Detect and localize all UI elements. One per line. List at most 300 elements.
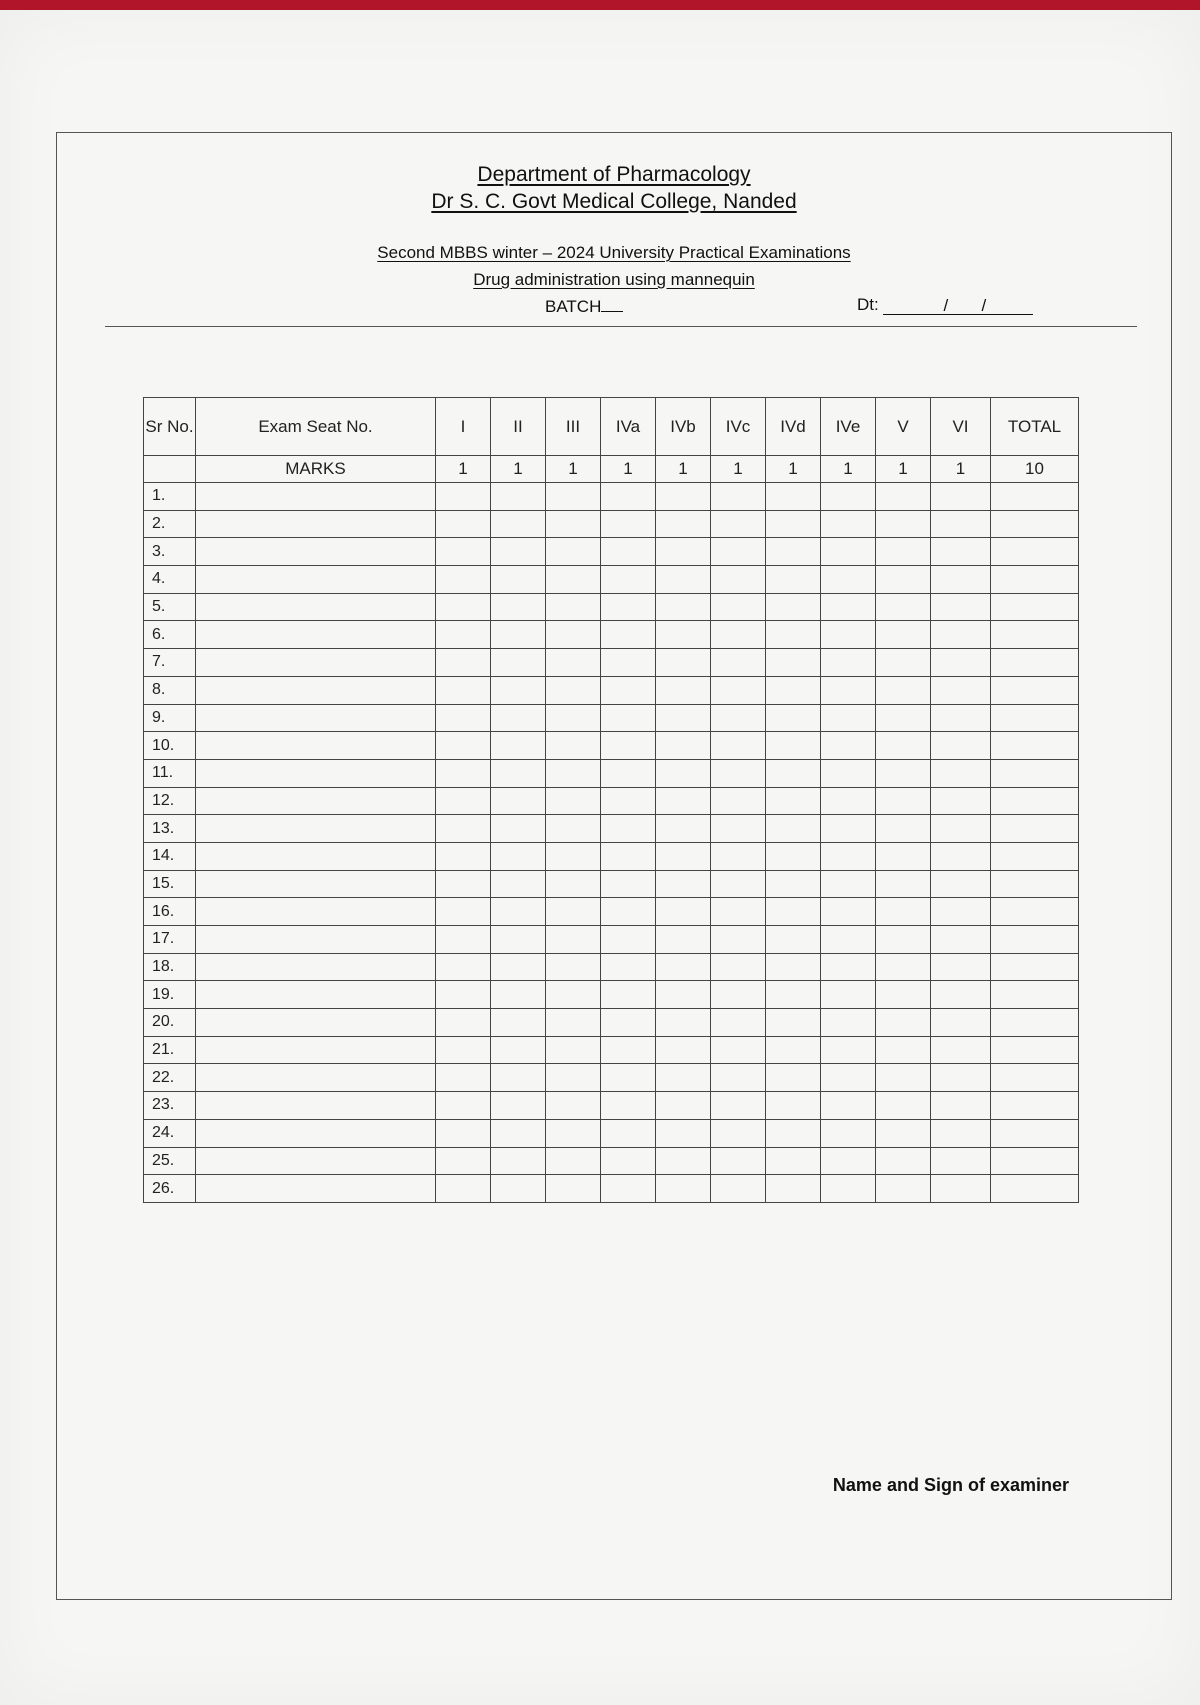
mark-entry-cell[interactable] [711, 842, 766, 870]
mark-entry-cell[interactable] [546, 926, 601, 954]
seat-number-cell[interactable] [196, 566, 436, 594]
mark-entry-cell[interactable] [931, 787, 991, 815]
mark-entry-cell[interactable] [601, 1175, 656, 1203]
mark-entry-cell[interactable] [876, 483, 931, 511]
mark-entry-cell[interactable] [766, 676, 821, 704]
mark-entry-cell[interactable] [991, 566, 1079, 594]
mark-entry-cell[interactable] [601, 1119, 656, 1147]
mark-entry-cell[interactable] [656, 953, 711, 981]
mark-entry-cell[interactable] [601, 621, 656, 649]
mark-entry-cell[interactable] [931, 1175, 991, 1203]
mark-entry-cell[interactable] [766, 510, 821, 538]
mark-entry-cell[interactable] [491, 1119, 546, 1147]
mark-entry-cell[interactable] [656, 870, 711, 898]
mark-entry-cell[interactable] [821, 870, 876, 898]
mark-entry-cell[interactable] [991, 538, 1079, 566]
mark-entry-cell[interactable] [491, 1147, 546, 1175]
mark-entry-cell[interactable] [991, 759, 1079, 787]
seat-number-cell[interactable] [196, 1036, 436, 1064]
mark-entry-cell[interactable] [766, 1147, 821, 1175]
mark-entry-cell[interactable] [491, 676, 546, 704]
mark-entry-cell[interactable] [601, 593, 656, 621]
mark-entry-cell[interactable] [601, 759, 656, 787]
mark-entry-cell[interactable] [991, 510, 1079, 538]
seat-number-cell[interactable] [196, 981, 436, 1009]
mark-entry-cell[interactable] [546, 759, 601, 787]
mark-entry-cell[interactable] [491, 1092, 546, 1120]
mark-entry-cell[interactable] [656, 981, 711, 1009]
mark-entry-cell[interactable] [991, 1175, 1079, 1203]
mark-entry-cell[interactable] [546, 704, 601, 732]
mark-entry-cell[interactable] [991, 649, 1079, 677]
seat-number-cell[interactable] [196, 1092, 436, 1120]
mark-entry-cell[interactable] [436, 1009, 491, 1037]
mark-entry-cell[interactable] [491, 1009, 546, 1037]
mark-entry-cell[interactable] [601, 787, 656, 815]
mark-entry-cell[interactable] [821, 1092, 876, 1120]
mark-entry-cell[interactable] [876, 566, 931, 594]
mark-entry-cell[interactable] [821, 649, 876, 677]
mark-entry-cell[interactable] [766, 732, 821, 760]
mark-entry-cell[interactable] [656, 593, 711, 621]
mark-entry-cell[interactable] [491, 981, 546, 1009]
mark-entry-cell[interactable] [766, 981, 821, 1009]
mark-entry-cell[interactable] [656, 787, 711, 815]
mark-entry-cell[interactable] [491, 704, 546, 732]
mark-entry-cell[interactable] [491, 538, 546, 566]
mark-entry-cell[interactable] [656, 842, 711, 870]
mark-entry-cell[interactable] [931, 870, 991, 898]
mark-entry-cell[interactable] [766, 1092, 821, 1120]
mark-entry-cell[interactable] [656, 566, 711, 594]
mark-entry-cell[interactable] [601, 483, 656, 511]
mark-entry-cell[interactable] [436, 483, 491, 511]
mark-entry-cell[interactable] [931, 538, 991, 566]
mark-entry-cell[interactable] [766, 1009, 821, 1037]
mark-entry-cell[interactable] [991, 483, 1079, 511]
mark-entry-cell[interactable] [656, 1119, 711, 1147]
seat-number-cell[interactable] [196, 593, 436, 621]
mark-entry-cell[interactable] [931, 621, 991, 649]
mark-entry-cell[interactable] [436, 842, 491, 870]
mark-entry-cell[interactable] [931, 483, 991, 511]
seat-number-cell[interactable] [196, 1147, 436, 1175]
mark-entry-cell[interactable] [601, 1064, 656, 1092]
mark-entry-cell[interactable] [931, 676, 991, 704]
mark-entry-cell[interactable] [491, 870, 546, 898]
mark-entry-cell[interactable] [546, 621, 601, 649]
mark-entry-cell[interactable] [436, 538, 491, 566]
mark-entry-cell[interactable] [876, 1119, 931, 1147]
seat-number-cell[interactable] [196, 1064, 436, 1092]
mark-entry-cell[interactable] [931, 842, 991, 870]
mark-entry-cell[interactable] [711, 898, 766, 926]
mark-entry-cell[interactable] [876, 1009, 931, 1037]
mark-entry-cell[interactable] [656, 1064, 711, 1092]
mark-entry-cell[interactable] [436, 759, 491, 787]
mark-entry-cell[interactable] [491, 953, 546, 981]
mark-entry-cell[interactable] [766, 483, 821, 511]
mark-entry-cell[interactable] [601, 1092, 656, 1120]
mark-entry-cell[interactable] [766, 870, 821, 898]
mark-entry-cell[interactable] [491, 649, 546, 677]
mark-entry-cell[interactable] [491, 593, 546, 621]
mark-entry-cell[interactable] [821, 926, 876, 954]
mark-entry-cell[interactable] [546, 732, 601, 760]
mark-entry-cell[interactable] [821, 898, 876, 926]
mark-entry-cell[interactable] [601, 732, 656, 760]
mark-entry-cell[interactable] [436, 1147, 491, 1175]
mark-entry-cell[interactable] [766, 1036, 821, 1064]
mark-entry-cell[interactable] [821, 566, 876, 594]
mark-entry-cell[interactable] [601, 898, 656, 926]
mark-entry-cell[interactable] [931, 1092, 991, 1120]
mark-entry-cell[interactable] [876, 704, 931, 732]
seat-number-cell[interactable] [196, 510, 436, 538]
mark-entry-cell[interactable] [601, 510, 656, 538]
mark-entry-cell[interactable] [436, 870, 491, 898]
mark-entry-cell[interactable] [711, 704, 766, 732]
seat-number-cell[interactable] [196, 649, 436, 677]
mark-entry-cell[interactable] [546, 538, 601, 566]
mark-entry-cell[interactable] [991, 842, 1079, 870]
mark-entry-cell[interactable] [931, 815, 991, 843]
mark-entry-cell[interactable] [601, 566, 656, 594]
mark-entry-cell[interactable] [821, 510, 876, 538]
mark-entry-cell[interactable] [546, 842, 601, 870]
mark-entry-cell[interactable] [546, 1175, 601, 1203]
mark-entry-cell[interactable] [656, 1175, 711, 1203]
mark-entry-cell[interactable] [711, 1036, 766, 1064]
mark-entry-cell[interactable] [766, 593, 821, 621]
seat-number-cell[interactable] [196, 953, 436, 981]
mark-entry-cell[interactable] [991, 732, 1079, 760]
mark-entry-cell[interactable] [821, 1036, 876, 1064]
mark-entry-cell[interactable] [876, 926, 931, 954]
mark-entry-cell[interactable] [656, 1092, 711, 1120]
mark-entry-cell[interactable] [656, 621, 711, 649]
seat-number-cell[interactable] [196, 870, 436, 898]
mark-entry-cell[interactable] [931, 898, 991, 926]
mark-entry-cell[interactable] [711, 1119, 766, 1147]
mark-entry-cell[interactable] [876, 676, 931, 704]
mark-entry-cell[interactable] [766, 538, 821, 566]
mark-entry-cell[interactable] [656, 759, 711, 787]
mark-entry-cell[interactable] [766, 704, 821, 732]
mark-entry-cell[interactable] [711, 483, 766, 511]
mark-entry-cell[interactable] [711, 510, 766, 538]
mark-entry-cell[interactable] [601, 704, 656, 732]
mark-entry-cell[interactable] [491, 1175, 546, 1203]
mark-entry-cell[interactable] [436, 1119, 491, 1147]
mark-entry-cell[interactable] [601, 676, 656, 704]
mark-entry-cell[interactable] [436, 704, 491, 732]
mark-entry-cell[interactable] [766, 1119, 821, 1147]
mark-entry-cell[interactable] [766, 1175, 821, 1203]
mark-entry-cell[interactable] [766, 759, 821, 787]
seat-number-cell[interactable] [196, 787, 436, 815]
mark-entry-cell[interactable] [601, 953, 656, 981]
mark-entry-cell[interactable] [656, 649, 711, 677]
mark-entry-cell[interactable] [436, 1064, 491, 1092]
mark-entry-cell[interactable] [821, 815, 876, 843]
seat-number-cell[interactable] [196, 1009, 436, 1037]
mark-entry-cell[interactable] [931, 593, 991, 621]
mark-entry-cell[interactable] [876, 621, 931, 649]
mark-entry-cell[interactable] [991, 870, 1079, 898]
mark-entry-cell[interactable] [711, 981, 766, 1009]
mark-entry-cell[interactable] [991, 1119, 1079, 1147]
mark-entry-cell[interactable] [821, 1064, 876, 1092]
mark-entry-cell[interactable] [711, 621, 766, 649]
mark-entry-cell[interactable] [876, 898, 931, 926]
mark-entry-cell[interactable] [876, 732, 931, 760]
mark-entry-cell[interactable] [931, 1119, 991, 1147]
mark-entry-cell[interactable] [491, 759, 546, 787]
mark-entry-cell[interactable] [546, 981, 601, 1009]
mark-entry-cell[interactable] [931, 981, 991, 1009]
mark-entry-cell[interactable] [766, 621, 821, 649]
mark-entry-cell[interactable] [991, 926, 1079, 954]
mark-entry-cell[interactable] [601, 981, 656, 1009]
mark-entry-cell[interactable] [821, 1009, 876, 1037]
mark-entry-cell[interactable] [821, 1175, 876, 1203]
mark-entry-cell[interactable] [876, 981, 931, 1009]
mark-entry-cell[interactable] [491, 1036, 546, 1064]
mark-entry-cell[interactable] [991, 1036, 1079, 1064]
mark-entry-cell[interactable] [931, 1009, 991, 1037]
mark-entry-cell[interactable] [601, 815, 656, 843]
mark-entry-cell[interactable] [821, 842, 876, 870]
mark-entry-cell[interactable] [766, 1064, 821, 1092]
mark-entry-cell[interactable] [436, 621, 491, 649]
mark-entry-cell[interactable] [991, 1147, 1079, 1175]
mark-entry-cell[interactable] [491, 566, 546, 594]
seat-number-cell[interactable] [196, 676, 436, 704]
mark-entry-cell[interactable] [436, 926, 491, 954]
mark-entry-cell[interactable] [436, 1175, 491, 1203]
mark-entry-cell[interactable] [821, 732, 876, 760]
mark-entry-cell[interactable] [821, 704, 876, 732]
seat-number-cell[interactable] [196, 1175, 436, 1203]
mark-entry-cell[interactable] [766, 926, 821, 954]
mark-entry-cell[interactable] [876, 953, 931, 981]
mark-entry-cell[interactable] [876, 1147, 931, 1175]
mark-entry-cell[interactable] [601, 1036, 656, 1064]
mark-entry-cell[interactable] [766, 566, 821, 594]
mark-entry-cell[interactable] [711, 953, 766, 981]
mark-entry-cell[interactable] [436, 787, 491, 815]
mark-entry-cell[interactable] [991, 1009, 1079, 1037]
mark-entry-cell[interactable] [436, 593, 491, 621]
mark-entry-cell[interactable] [546, 1064, 601, 1092]
mark-entry-cell[interactable] [491, 1064, 546, 1092]
mark-entry-cell[interactable] [656, 676, 711, 704]
mark-entry-cell[interactable] [491, 483, 546, 511]
mark-entry-cell[interactable] [546, 566, 601, 594]
mark-entry-cell[interactable] [436, 981, 491, 1009]
mark-entry-cell[interactable] [931, 649, 991, 677]
mark-entry-cell[interactable] [931, 1147, 991, 1175]
mark-entry-cell[interactable] [436, 953, 491, 981]
seat-number-cell[interactable] [196, 926, 436, 954]
mark-entry-cell[interactable] [656, 538, 711, 566]
mark-entry-cell[interactable] [821, 676, 876, 704]
mark-entry-cell[interactable] [991, 621, 1079, 649]
mark-entry-cell[interactable] [711, 593, 766, 621]
seat-number-cell[interactable] [196, 842, 436, 870]
mark-entry-cell[interactable] [876, 1036, 931, 1064]
mark-entry-cell[interactable] [711, 732, 766, 760]
mark-entry-cell[interactable] [546, 953, 601, 981]
mark-entry-cell[interactable] [546, 870, 601, 898]
mark-entry-cell[interactable] [876, 870, 931, 898]
mark-entry-cell[interactable] [656, 704, 711, 732]
mark-entry-cell[interactable] [821, 1119, 876, 1147]
mark-entry-cell[interactable] [876, 787, 931, 815]
mark-entry-cell[interactable] [711, 926, 766, 954]
mark-entry-cell[interactable] [931, 1064, 991, 1092]
mark-entry-cell[interactable] [656, 815, 711, 843]
mark-entry-cell[interactable] [436, 898, 491, 926]
mark-entry-cell[interactable] [546, 1092, 601, 1120]
mark-entry-cell[interactable] [766, 898, 821, 926]
mark-entry-cell[interactable] [436, 649, 491, 677]
seat-number-cell[interactable] [196, 732, 436, 760]
mark-entry-cell[interactable] [436, 510, 491, 538]
mark-entry-cell[interactable] [876, 538, 931, 566]
mark-entry-cell[interactable] [876, 1092, 931, 1120]
mark-entry-cell[interactable] [601, 538, 656, 566]
mark-entry-cell[interactable] [601, 1147, 656, 1175]
mark-entry-cell[interactable] [821, 787, 876, 815]
mark-entry-cell[interactable] [711, 815, 766, 843]
mark-entry-cell[interactable] [546, 593, 601, 621]
mark-entry-cell[interactable] [711, 787, 766, 815]
mark-entry-cell[interactable] [436, 815, 491, 843]
mark-entry-cell[interactable] [656, 732, 711, 760]
mark-entry-cell[interactable] [991, 593, 1079, 621]
mark-entry-cell[interactable] [711, 870, 766, 898]
mark-entry-cell[interactable] [821, 759, 876, 787]
mark-entry-cell[interactable] [656, 898, 711, 926]
mark-entry-cell[interactable] [991, 898, 1079, 926]
mark-entry-cell[interactable] [711, 538, 766, 566]
mark-entry-cell[interactable] [931, 926, 991, 954]
mark-entry-cell[interactable] [656, 1009, 711, 1037]
mark-entry-cell[interactable] [931, 732, 991, 760]
mark-entry-cell[interactable] [656, 510, 711, 538]
seat-number-cell[interactable] [196, 621, 436, 649]
mark-entry-cell[interactable] [546, 1147, 601, 1175]
mark-entry-cell[interactable] [876, 1175, 931, 1203]
mark-entry-cell[interactable] [991, 1092, 1079, 1120]
mark-entry-cell[interactable] [991, 815, 1079, 843]
mark-entry-cell[interactable] [766, 953, 821, 981]
seat-number-cell[interactable] [196, 759, 436, 787]
mark-entry-cell[interactable] [766, 815, 821, 843]
mark-entry-cell[interactable] [711, 566, 766, 594]
mark-entry-cell[interactable] [656, 483, 711, 511]
mark-entry-cell[interactable] [821, 981, 876, 1009]
mark-entry-cell[interactable] [491, 926, 546, 954]
mark-entry-cell[interactable] [766, 649, 821, 677]
mark-entry-cell[interactable] [436, 566, 491, 594]
seat-number-cell[interactable] [196, 815, 436, 843]
mark-entry-cell[interactable] [821, 621, 876, 649]
mark-entry-cell[interactable] [821, 593, 876, 621]
mark-entry-cell[interactable] [821, 1147, 876, 1175]
mark-entry-cell[interactable] [436, 1092, 491, 1120]
mark-entry-cell[interactable] [711, 759, 766, 787]
mark-entry-cell[interactable] [491, 898, 546, 926]
mark-entry-cell[interactable] [991, 676, 1079, 704]
mark-entry-cell[interactable] [991, 1064, 1079, 1092]
mark-entry-cell[interactable] [546, 787, 601, 815]
mark-entry-cell[interactable] [546, 1119, 601, 1147]
mark-entry-cell[interactable] [821, 483, 876, 511]
mark-entry-cell[interactable] [931, 510, 991, 538]
mark-entry-cell[interactable] [656, 1036, 711, 1064]
mark-entry-cell[interactable] [546, 483, 601, 511]
mark-entry-cell[interactable] [711, 1175, 766, 1203]
mark-entry-cell[interactable] [491, 621, 546, 649]
mark-entry-cell[interactable] [601, 842, 656, 870]
mark-entry-cell[interactable] [491, 815, 546, 843]
mark-entry-cell[interactable] [876, 815, 931, 843]
mark-entry-cell[interactable] [876, 1064, 931, 1092]
mark-entry-cell[interactable] [821, 953, 876, 981]
mark-entry-cell[interactable] [711, 676, 766, 704]
seat-number-cell[interactable] [196, 704, 436, 732]
mark-entry-cell[interactable] [546, 815, 601, 843]
mark-entry-cell[interactable] [711, 649, 766, 677]
mark-entry-cell[interactable] [931, 566, 991, 594]
mark-entry-cell[interactable] [601, 1009, 656, 1037]
mark-entry-cell[interactable] [711, 1009, 766, 1037]
mark-entry-cell[interactable] [546, 510, 601, 538]
mark-entry-cell[interactable] [991, 787, 1079, 815]
mark-entry-cell[interactable] [876, 593, 931, 621]
mark-entry-cell[interactable] [711, 1092, 766, 1120]
mark-entry-cell[interactable] [821, 538, 876, 566]
seat-number-cell[interactable] [196, 483, 436, 511]
mark-entry-cell[interactable] [656, 1147, 711, 1175]
mark-entry-cell[interactable] [991, 981, 1079, 1009]
mark-entry-cell[interactable] [876, 649, 931, 677]
mark-entry-cell[interactable] [766, 787, 821, 815]
mark-entry-cell[interactable] [876, 759, 931, 787]
mark-entry-cell[interactable] [876, 510, 931, 538]
mark-entry-cell[interactable] [876, 842, 931, 870]
mark-entry-cell[interactable] [436, 676, 491, 704]
mark-entry-cell[interactable] [931, 759, 991, 787]
mark-entry-cell[interactable] [546, 898, 601, 926]
seat-number-cell[interactable] [196, 1119, 436, 1147]
seat-number-cell[interactable] [196, 538, 436, 566]
mark-entry-cell[interactable] [436, 732, 491, 760]
mark-entry-cell[interactable] [991, 953, 1079, 981]
mark-entry-cell[interactable] [546, 649, 601, 677]
mark-entry-cell[interactable] [711, 1147, 766, 1175]
mark-entry-cell[interactable] [931, 704, 991, 732]
mark-entry-cell[interactable] [491, 732, 546, 760]
seat-number-cell[interactable] [196, 898, 436, 926]
mark-entry-cell[interactable] [546, 676, 601, 704]
mark-entry-cell[interactable] [491, 787, 546, 815]
mark-entry-cell[interactable] [766, 842, 821, 870]
mark-entry-cell[interactable] [436, 1036, 491, 1064]
